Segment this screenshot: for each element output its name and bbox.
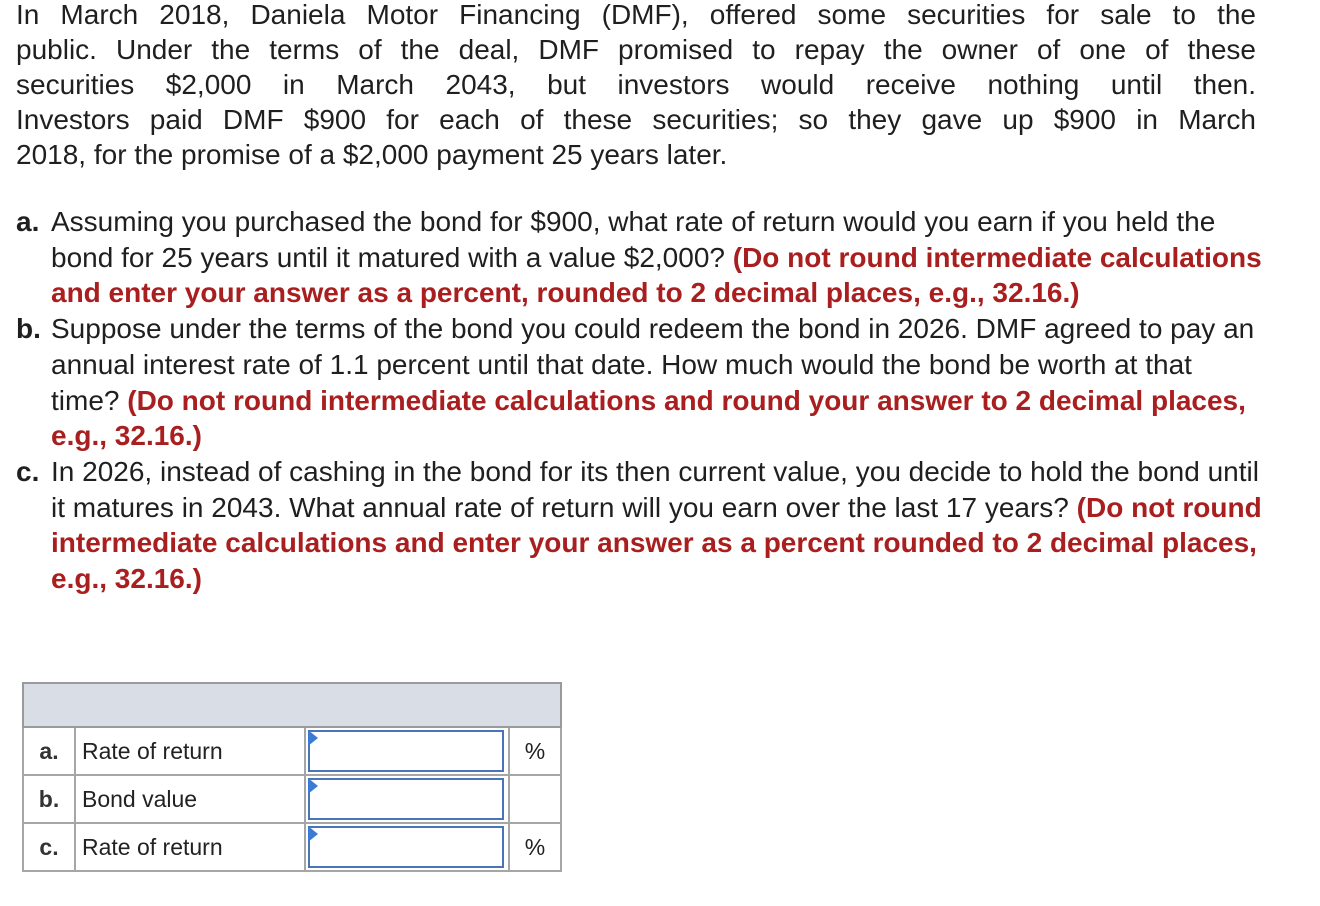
answer-cell [305,775,509,823]
flag-icon [308,778,318,794]
question-letter: c. [16,455,40,487]
answer-row-c [23,823,561,871]
answer-cell [305,823,509,871]
intro-line: securities $2,000 in March 2043, but investors would receive nothing until then. [16,69,1256,100]
row-letter: c. [23,823,75,871]
row-label: Bond value [75,775,305,823]
question-list [16,204,1266,597]
intro-line: 2018, for the promise of a $2,000 payment 25 years later. [16,139,728,170]
flag-icon [308,826,318,842]
question-c [16,454,1266,597]
question-b [16,311,1266,454]
intro-line: Investors paid DMF $900 for each of these securities; so they gave up $900 in March [16,104,1256,135]
question-text: Assuming you purchased the bond for $900, what rate of return would you earn if you held the bond for 25 years until it matured with a value $2,000? [51,206,1216,273]
question-letter: b. [16,313,41,345]
unit-label: % [509,823,561,871]
answer-cell [305,727,509,775]
answer-table [22,682,562,872]
answer-row-a [23,727,561,775]
question-instruction: (Do not round intermediate calculations and round your answer to 2 decimal places, e.g., 32.16.) [51,384,1246,452]
question-instruction: (Do not round intermediate calculations and enter your answer as a percent rounded to 2 decimal places, e.g., 32.16.) [51,491,1262,595]
row-label: Rate of return [75,823,305,871]
answer-table-header-cell [23,683,561,727]
question-a [16,204,1266,311]
bond-value-b-input[interactable] [308,778,504,820]
rate-of-return-a-input[interactable] [308,730,504,772]
row-letter: b. [23,775,75,823]
question-text: Suppose under the terms of the bond you could redeem the bond in 2026. DMF agreed to pay an annual interest rate of 1.1 percent until that date. How much would the bond be worth at that time? [51,313,1255,416]
question-text: In 2026, instead of cashing in the bond for its then current value, you decide to hold the bond until it matures in 2043. What annual rate of return will you earn over the last 17 years? [51,455,1259,523]
question-instruction: (Do not round intermediate calculations and enter your answer as a percent, rounded to 2 decimal places, e.g., 32.16.) [51,241,1262,309]
intro-line: public. Under the terms of the deal, DMF promised to repay the owner of one of these [16,34,1256,65]
unit-label: % [509,727,561,775]
row-letter: a. [23,727,75,775]
answer-table-header [23,683,561,727]
rate-of-return-c-input[interactable] [308,826,504,868]
row-label: Rate of return [75,727,305,775]
unit-label [509,775,561,823]
intro-line: In March 2018, Daniela Motor Financing (DMF), offered some securities for sale to the [16,0,1256,30]
answer-row-b [23,775,561,823]
flag-icon [308,730,318,746]
problem-intro [16,0,1256,172]
question-letter: a. [16,206,40,237]
